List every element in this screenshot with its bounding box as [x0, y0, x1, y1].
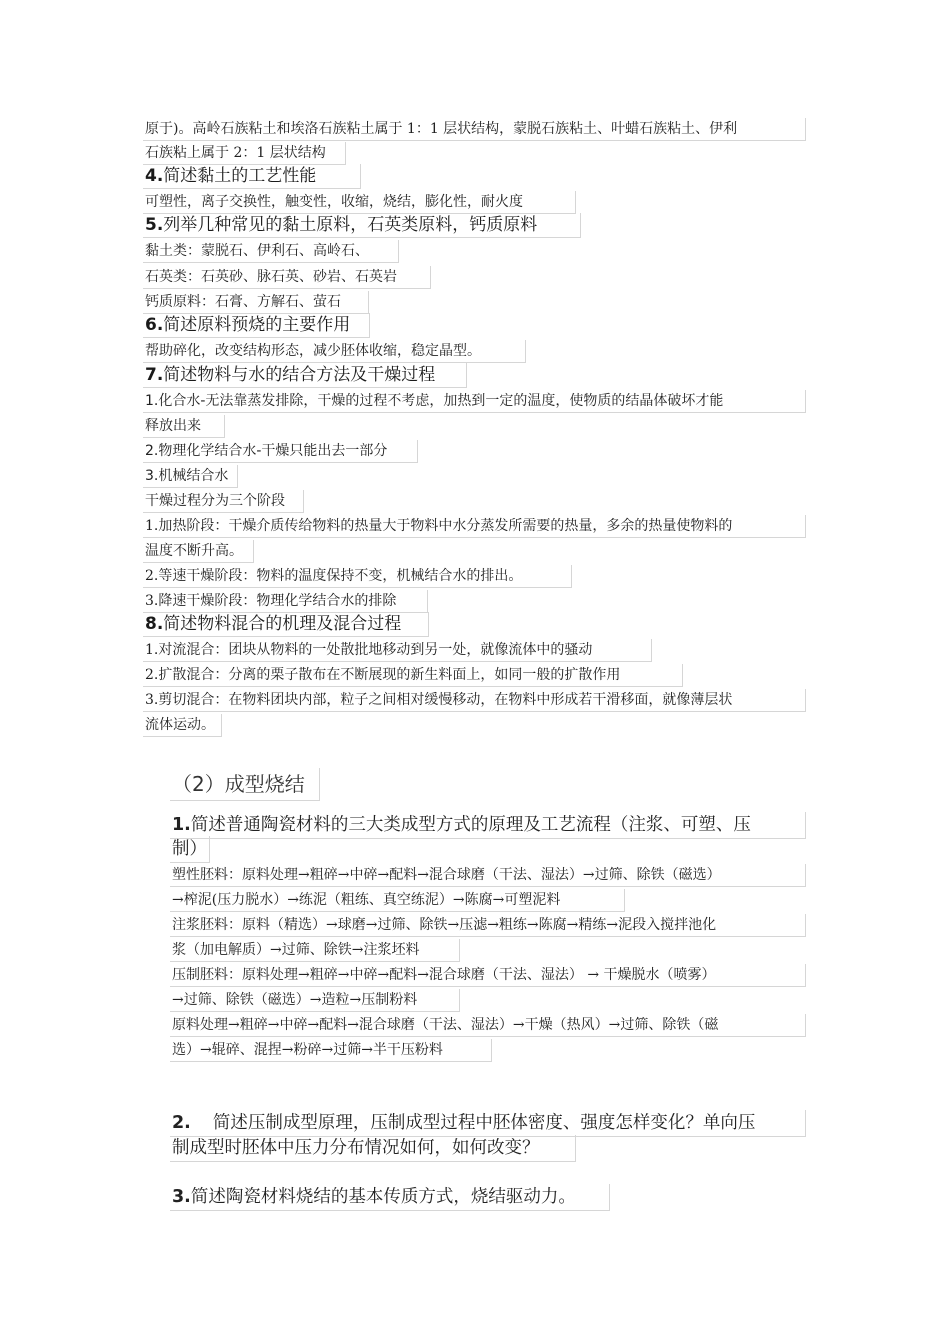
answer-line: 干燥过程分为三个阶段 — [143, 490, 304, 513]
answer-line: 可塑性，离子交换性，触变性，收缩，烧结，膨化性，耐火度 — [143, 191, 576, 214]
answer-line: →过筛、除铁（磁选）→造粒→压制粉料 — [170, 989, 460, 1012]
answer-line: 注浆胚料：原料（精选）→球磨→过筛、除铁→压滤→粗练→陈腐→精练→泥段入搅拌池化 — [170, 914, 806, 937]
answer-line: 3.降速干燥阶段：物理化学结合水的排除 — [143, 590, 428, 613]
question-heading-s2-2: 2. 简述压制成型原理，压制成型过程中胚体密度、强度怎样变化？单向压 — [170, 1110, 806, 1137]
answer-line: 压制胚料：原料处理→粗碎→中碎→配料→混合球磨（干法、湿法） → 干燥脱水（喷雾） — [170, 964, 806, 987]
answer-line: 2.物理化学结合水-干燥只能出去一部分 — [143, 440, 418, 463]
answer-line: 石英类：石英砂、脉石英、砂岩、石英岩 — [143, 266, 431, 289]
question-heading-cont: 制） — [170, 836, 210, 863]
answer-line: 原料处理→粗碎→中碎→配料→混合球磨（干法、湿法）→干燥（热风）→过筛、除铁（磁 — [170, 1014, 806, 1037]
question-heading-5: 5.列举几种常见的黏土原料，石英类原料，钙质原料 — [143, 213, 581, 238]
answer-line: 钙质原料：石膏、方解石、萤石 — [143, 291, 369, 314]
paragraph-line: 石族粘上属于 2：1 层状结构 — [143, 142, 346, 165]
question-heading-s2-1: 1.简述普通陶瓷材料的三大类成型方式的原理及工艺流程（注浆、可塑、压 — [170, 812, 806, 839]
answer-line: 释放出来 — [143, 415, 225, 438]
answer-line: 3.剪切混合：在物料团块内部，粒子之间相对缓慢移动，在物料中形成若干滑移面，就像薄层状 — [143, 689, 806, 712]
answer-line: 3.机械结合水 — [143, 465, 238, 488]
section-heading: （2）成型烧结 — [170, 768, 320, 801]
answer-line: 浆（加电解质）→过筛、除铁→注浆坯料 — [170, 939, 460, 962]
question-heading-7: 7.简述物料与水的结合方法及干燥过程 — [143, 363, 467, 388]
question-heading-s2-3: 3.简述陶瓷材料烧结的基本传质方式，烧结驱动力。 — [170, 1184, 610, 1211]
answer-line: 选）→辊碎、混捏→粉碎→过筛→半干压粉料 — [170, 1039, 492, 1062]
answer-line: 温度不断升高。 — [143, 540, 254, 563]
answer-line: 流体运动。 — [143, 714, 222, 737]
answer-line: 黏土类：蒙脱石、伊利石、高岭石、 — [143, 240, 399, 263]
answer-line: →榨泥(压力脱水）→练泥（粗练、真空练泥）→陈腐→可塑泥料 — [170, 889, 625, 912]
paragraph-line: 原于)。高岭石族粘土和埃洛石族粘土属于 1：1 层状结构，蒙脱石族粘土、叶蜡石族粘土、伊利 — [143, 118, 806, 141]
answer-line: 塑性胚料：原料处理→粗碎→中碎→配料→混合球磨（干法、湿法）→过筛、除铁（磁选） — [170, 864, 806, 887]
answer-line: 1.加热阶段：干燥介质传给物料的热量大于物料中水分蒸发所需要的热量，多余的热量使物料的 — [143, 515, 806, 538]
answer-line: 1.对流混合：团块从物料的一处散批地移动到另一处，就像流体中的骚动 — [143, 639, 652, 662]
answer-line: 帮助碎化，改变结构形态，减少胚体收缩，稳定晶型。 — [143, 340, 526, 363]
question-heading-cont: 制成型时胚体中压力分布情况如何，如何改变？ — [170, 1135, 576, 1162]
question-heading-6: 6.简述原料预烧的主要作用 — [143, 313, 370, 338]
answer-line: 2.等速干燥阶段：物料的温度保持不变，机械结合水的排出。 — [143, 565, 572, 588]
question-heading-4: 4.简述黏土的工艺性能 — [143, 164, 361, 189]
answer-line: 1.化合水-无法靠蒸发排除，干燥的过程不考虑，加热到一定的温度，使物质的结晶体破坏才能 — [143, 390, 806, 413]
answer-line: 2.扩散混合：分离的栗子散布在不断展现的新生料面上，如同一般的扩散作用 — [143, 664, 683, 687]
question-heading-8: 8.简述物料混合的机理及混合过程 — [143, 612, 429, 637]
